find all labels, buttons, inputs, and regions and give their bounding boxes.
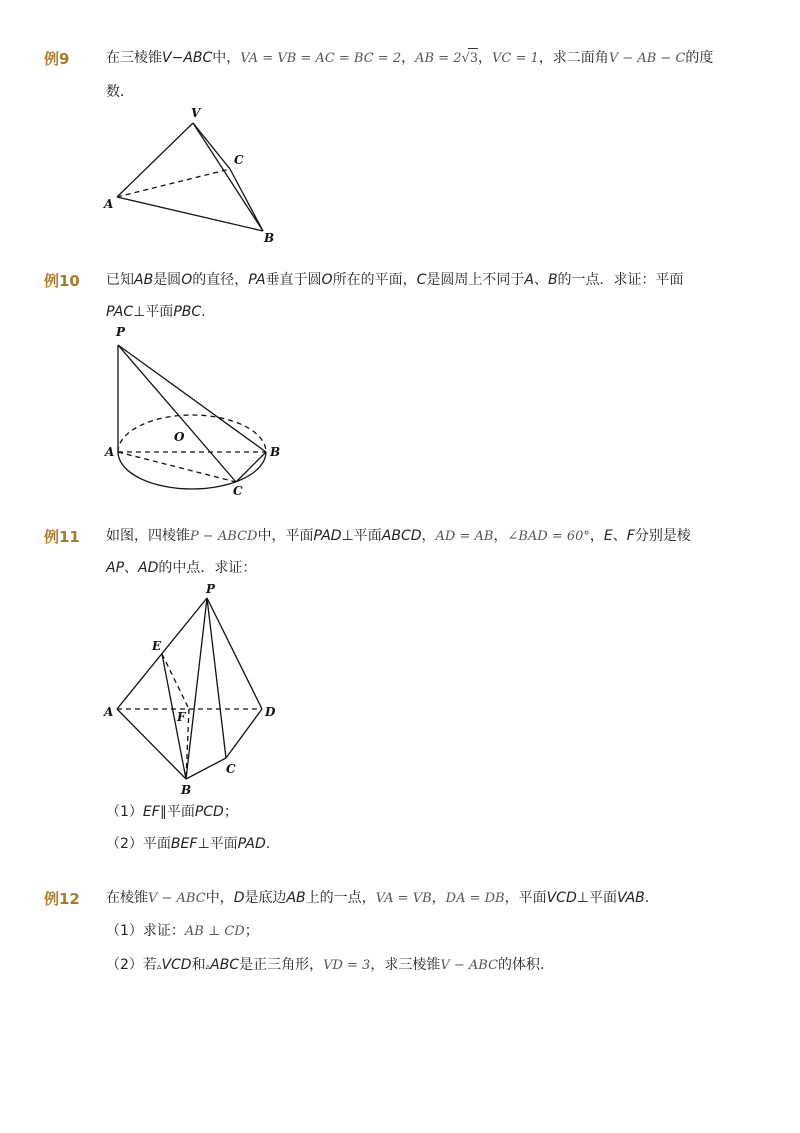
- example-11-question-1: （1）EF∥平面PCD；: [106, 804, 238, 820]
- example-11-figure: [100, 578, 300, 798]
- example-10-figure: [100, 320, 300, 500]
- vertex-label-c: C: [233, 484, 243, 498]
- example-11-text-line2: AP、AD的中点．求证：: [106, 560, 257, 576]
- vertex-label-c: C: [226, 762, 236, 776]
- example-9-label: 例9: [44, 50, 70, 68]
- vertex-label-b: B: [181, 783, 192, 797]
- example-10-text-line2: PAC⊥平面PBC.: [106, 304, 206, 320]
- vertex-label-f: F: [177, 710, 186, 724]
- example-11-text-line1: 如图，四棱锥P − ABCD中，平面PAD⊥平面ABCD，AD = AB，∠BAD = 60°，E、F分别是棱: [106, 528, 691, 544]
- vertex-label-b: B: [270, 445, 281, 459]
- vertex-label-p: P: [206, 582, 216, 596]
- example-12-text-line1: 在棱锥V − ABC中，D是底边AB上的一点，VA = VB，DA = DB，平面VCD⊥平面VAB.: [106, 890, 650, 906]
- example-12-question-1: （1）求证：AB ⊥ CD；: [106, 923, 259, 939]
- example-11-label: 例11: [44, 528, 80, 546]
- example-11-question-2: （2）平面BEF⊥平面PAD.: [106, 836, 271, 852]
- example-12-label: 例12: [44, 890, 80, 908]
- vertex-label-a: A: [105, 445, 115, 459]
- vertex-label-d: D: [265, 705, 276, 719]
- vertex-label-a: A: [104, 197, 114, 211]
- example-9-text-line2: 数．: [106, 84, 134, 100]
- center-label-o: O: [174, 430, 185, 444]
- vertex-label-p: P: [116, 325, 126, 339]
- sqrt-symbol: √3: [461, 51, 479, 66]
- vertex-label-c: C: [234, 153, 244, 167]
- vertex-label-e: E: [152, 639, 162, 653]
- vertex-label-b: B: [264, 231, 275, 245]
- example-10-text-line1: 已知AB是圆O的直径，PA垂直于圆O所在的平面，C是圆周上不同于A、B的一点．求证：平面: [106, 272, 684, 288]
- vertex-label-a: A: [104, 705, 114, 719]
- example-10-label: 例10: [44, 272, 80, 290]
- example-9-text-line1: 在三棱锥V−ABC中，VA = VB = AC = BC = 2，AB = 2√3，VC = 1，求二面角V − AB − C的度: [106, 50, 714, 66]
- example-12-question-2: （2）若▵VCD和▵ABC是正三角形，VD = 3，求三棱锥V − ABC的体积．: [106, 957, 555, 973]
- example-9-figure: [100, 100, 300, 250]
- vertex-label-v: V: [191, 106, 201, 120]
